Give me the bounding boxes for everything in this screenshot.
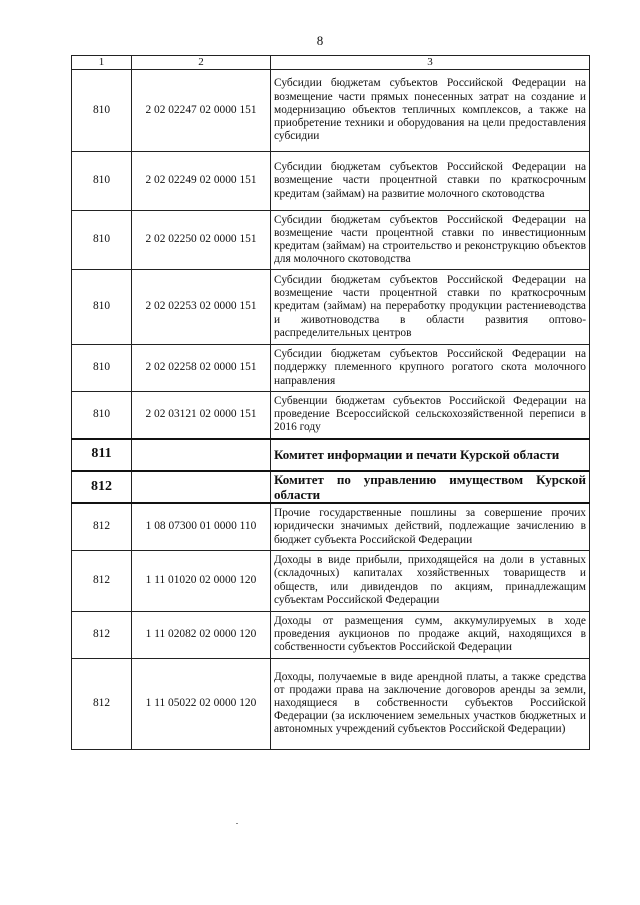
revenue-code-cell: 2 02 02258 02 0000 151: [132, 345, 271, 392]
section-header-row: [72, 471, 590, 504]
description-cell: Субсидии бюджетам субъектов Российской Федерации на возмещение части прямых понесенных затрат на создание и модернизацию объектов тепличных комплексов, а также на приобретение техники и оборудования на цели предоставления субсидии: [271, 70, 590, 152]
table-row: [72, 503, 590, 550]
revenue-code-cell: [132, 439, 271, 471]
column-number-2: 2: [132, 56, 271, 70]
description-cell: Доходы от размещения сумм, аккумулируемых в ходе проведения аукционов по продаже акций, находящихся в собственности субъектов Российской Федерации: [271, 611, 590, 658]
table-body: [72, 56, 590, 750]
admin-code-cell: 810: [72, 392, 132, 439]
description-cell: Субсидии бюджетам субъектов Российской Федерации на поддержку племенного крупного рогатого скота молочного направления: [271, 345, 590, 392]
admin-code-cell: 812: [72, 611, 132, 658]
column-number-3: 3: [271, 56, 590, 70]
scan-artifact: [236, 823, 238, 824]
admin-code-cell: 810: [72, 211, 132, 270]
description-cell: Прочие государственные пошлины за совершение прочих юридически значимых действий, подлежащие зачислению в бюджет субъекта Российской Федерации: [271, 503, 590, 550]
admin-code-cell: 810: [72, 345, 132, 392]
revenue-code-cell: 2 02 02249 02 0000 151: [132, 152, 271, 211]
description-cell: Субсидии бюджетам субъектов Российской Федерации на возмещение части процентной ставки по краткосрочным кредитам (займам) на переработку продукции растениеводства и животноводства в области развития оптово-распределительных центров: [271, 270, 590, 345]
table-row: [72, 70, 590, 152]
revenue-code-cell: 2 02 03121 02 0000 151: [132, 392, 271, 439]
table-row: [72, 345, 590, 392]
table-row: [72, 270, 590, 345]
column-number-1: 1: [72, 56, 132, 70]
revenue-code-cell: 1 08 07300 01 0000 110: [132, 503, 271, 550]
revenue-code-cell: 2 02 02247 02 0000 151: [132, 70, 271, 152]
revenue-code-cell: 2 02 02250 02 0000 151: [132, 211, 271, 270]
section-title-cell: Комитет по управлению имуществом Курской области: [271, 471, 590, 504]
page-number: 8: [316, 33, 324, 48]
description-cell: Субсидии бюджетам субъектов Российской Федерации на возмещение части процентной ставки по краткосрочным кредитам (займам) на развитие молочного скотоводства: [271, 152, 590, 211]
description-cell: Доходы в виде прибыли, приходящейся на доли в уставных (складочных) капиталах хозяйственных товариществ и обществ, или дивидендов по акциям, принадлежащим субъектам Российской Федерации: [271, 550, 590, 611]
table-row: [72, 550, 590, 611]
admin-code-cell: 812: [72, 503, 132, 550]
table-row: [72, 658, 590, 749]
admin-code-cell: 811: [72, 439, 132, 471]
description-cell: Доходы, получаемые в виде арендной платы, а также средства от продажи права на заключение договоров аренды за земли, находящиеся в собственности субъектов Российской Федерации (за исключением земельных участков бюджетных и автономных учреждений субъектов Российской Федерации): [271, 658, 590, 749]
description-cell: Субсидии бюджетам субъектов Российской Федерации на возмещение части процентной ставки по инвестиционным кредитам (займам) на строительство и реконструкцию объектов для молочного скотоводства: [271, 211, 590, 270]
section-title-cell: Комитет информации и печати Курской области: [271, 439, 590, 471]
admin-code-cell: 812: [72, 658, 132, 749]
revenue-code-cell: 1 11 02082 02 0000 120: [132, 611, 271, 658]
section-header-row: [72, 439, 590, 471]
table-row: [72, 392, 590, 439]
table-row: [72, 211, 590, 270]
admin-code-cell: 812: [72, 471, 132, 504]
revenue-codes-table: [71, 55, 590, 750]
table-header-row: [72, 56, 590, 70]
revenue-code-cell: [132, 471, 271, 504]
revenue-code-cell: 2 02 02253 02 0000 151: [132, 270, 271, 345]
revenue-code-cell: 1 11 05022 02 0000 120: [132, 658, 271, 749]
admin-code-cell: 812: [72, 550, 132, 611]
table-row: [72, 611, 590, 658]
table-row: [72, 152, 590, 211]
admin-code-cell: 810: [72, 152, 132, 211]
description-cell: Субвенции бюджетам субъектов Российской Федерации на проведение Всероссийской сельскохозяйственной переписи в 2016 году: [271, 392, 590, 439]
admin-code-cell: 810: [72, 270, 132, 345]
admin-code-cell: 810: [72, 70, 132, 152]
revenue-code-cell: 1 11 01020 02 0000 120: [132, 550, 271, 611]
